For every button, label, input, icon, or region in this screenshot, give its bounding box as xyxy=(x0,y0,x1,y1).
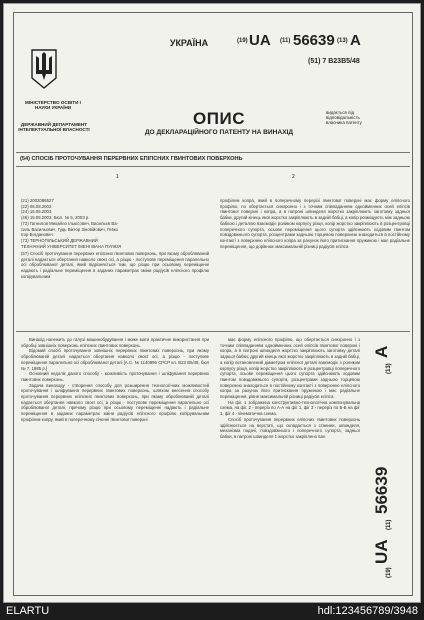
kind-code: A xyxy=(350,32,361,49)
code13: (13) xyxy=(337,38,348,44)
desc-left-paragraph: Відомий спосіб проточування зовнішніх перервних гвинтових поверхонь, при якому оброблюваній деталі надається обертання навколо своєї осі, а різцю - поступове переміщення паралельно осі оброблюваної деталі [А.С. № 1140896 СРСР кл. В23 В5/48, бюл № 7, 1985 р.] xyxy=(21,348,209,371)
document-title: ОПИС xyxy=(193,109,245,128)
desc-left-paragraph: Задача винаходу - створення способу для розширення технологічних можливостей проточування і шліфування перервних гвинтових поверхонь, шляхом внесення способу проточування перервних еліпсних гвинтових поверхонь, при якому оброблюваній деталі надається обертання навколо своєї осі, а різцю - поступове переміщення паралельно осі оброблюваної деталі, причому різцю при осьовому переміщенні надають і радіальне переміщення в заданих параметрах зміни радіусів еліпсного профілю копірувальним профілем копру, який в поперечному січенні гвинтової поверхні xyxy=(21,382,209,422)
ministry-label: МІНІСТЕРСТВО ОСВІТИ І НАУКИ УКРАЇНИ xyxy=(25,100,81,111)
bibl-line: (46) 15.05.2003, Бюл. № 5, 2003 р. xyxy=(21,215,90,221)
description-left xyxy=(21,337,209,423)
desc-right-paragraph: На фіг. 1 зображена конструктивно-технологічна компонувальна схема, на фіг. 2 - переріз по А-А на фіг 1, фіг 3 - переріз по Б-Б на фіг 1, фіг 4 - кінематична схема. xyxy=(220,399,360,417)
bibl-line: силь Васильович, Гудь Віктор Зіновійович, Гевко xyxy=(21,226,119,232)
invention-title xyxy=(20,156,243,162)
code11: (11) xyxy=(280,38,291,44)
desc-right-paragraph: має форму еліпсного профілю, що обертається синхронно і з точним співпаданням однойменних осей еліпсів гвинтової поверхні і копра, а в патроні шпинделя жорстко закріплюють заготовку деталі задньої бабки, другий кінець якої жорстко закріплюють в задній бабці, а копір встановлений діаметром еліпсної деталі взаємодіє з роликом корпусу різця, копір жорстко закріплюють в розцентровці поперечного супорта, осьове переміщення цього супорта здійснюють ходовим гвинтом повздовжнього супорта, розцентрами задньою торцевою поверхнею знаходиться в постійному контакті з поверхнею еліпсного копра за рахунок його притискання пружиною і має радіальне переміщення, рівне максимальній різниці радіусів еліпса. xyxy=(220,337,360,400)
desc-left-paragraph: Основний недолік даного способу - можливість проточування і шліфування перервних гвинтових поверхонь. xyxy=(21,371,209,382)
bibl-line: (24) 15.05.2003 xyxy=(21,209,52,215)
bibl-line: ТЕХНІЧНИЙ УНІВЕРСИТЕТ ІМЕНІ ІВАНА ПУЛЮЯ xyxy=(21,243,122,249)
claim-left xyxy=(21,251,209,280)
document-subtitle: ДО ДЕКЛАРАЦІЙНОГО ПАТЕНТУ НА ВИНАХІД xyxy=(144,129,294,136)
claim-right-text: профілем копра, який в поперечному перерізі гвинтової поверхні має форму еліпсного профілю, по обертається синхронно і з точним співпаданням однойменних осей еліпсів гвинтової поверхні і копра, а в патроні шпинделя жорстко закріплюють заготовку задньої бабки, другий кінець якої жорстко закріплюють в задній бабці, а копір розміщують між задньою бабкою і деталлю взаємодіє роликом корпусу різця, копір жорстко закріплюють в розцентровці поперечного супорта, осьове переміщення цього супорта здійснюють ходовим гвинтом повздовжнього супорта, розцентрами задньою торцевою поверхнею знаходиться в постійному контакті з поверхнею еліпсного копра за рахунок його притискання пружиною і має радіальне переміщення, що дорівнює максимальній різниці радіусів еліпса xyxy=(220,198,410,249)
vert-code13: (13) xyxy=(386,363,392,374)
country-label: УКРАЇНА xyxy=(169,38,209,48)
patent-number: 56639 xyxy=(293,32,335,49)
desc-left-paragraph: Винахід належить до галузі машинобудування і може мати практичне використання при обробці зовнішніх поверхонь еліпсних гвинтових поверхонь. xyxy=(21,337,209,348)
patent-page xyxy=(3,3,421,603)
description-right xyxy=(220,337,360,440)
mid-rule xyxy=(16,331,410,332)
vertical-patent-code xyxy=(364,324,421,584)
viewer-footer xyxy=(0,603,424,620)
bibliography xyxy=(21,198,209,249)
vert-number: 56639 xyxy=(372,466,391,514)
vert-code19: (19) xyxy=(386,567,392,578)
vert-code11: (11) xyxy=(386,519,392,530)
column-number-1: 1 xyxy=(116,174,119,180)
department-label: ДЕРЖАВНИЙ ДЕПАРТАМЕНТ ІНТЕЛЕКТУАЛЬНОЇ ВЛАСНОСТІ xyxy=(18,122,90,133)
claim-right xyxy=(220,198,410,249)
vert-kind: A xyxy=(372,345,391,358)
code19: (19) xyxy=(237,38,248,44)
bibl-line: (21) 2002086527 xyxy=(21,198,54,203)
ipc-code: (51) 7 B23B5/48 xyxy=(308,58,360,65)
code54: (54) xyxy=(20,156,30,162)
country-code: UA xyxy=(249,32,271,49)
column-number-2: 2 xyxy=(292,174,295,180)
title-rule xyxy=(16,166,410,167)
ukraine-trident-emblem xyxy=(30,48,58,90)
side-note: видається під відповідальність власника патенту xyxy=(326,110,362,125)
bibl-line: (72) Гагнилов Михайло Ільюсович, Васильєв Ва- xyxy=(21,220,119,226)
top-rule xyxy=(16,152,410,153)
footer-left-label: ELARTU xyxy=(6,605,50,617)
bibl-line: Ігор Богданович xyxy=(21,232,53,238)
desc-right-paragraph: Спосіб проточування перервних еліпсних гвинтових поверхонь здійснюється на верстаті, що складається з станини, шпинделя, механізма подачі, повздовжнього і поперечного супорта, задньої бабки, в патроні шпинделя 1 жорстко закріплено вал xyxy=(220,416,360,439)
invention-title-text: СПОСІБ ПРОТОЧУВАННЯ ПЕРЕРВНИХ ЕПІПСНИХ ГВИНТОВИХ ПОВЕРХОНЬ xyxy=(31,156,243,162)
bibl-line: (22) 06.08.2002 xyxy=(21,203,52,209)
footer-right-handle[interactable]: hdl:123456789/3948 xyxy=(317,605,418,617)
claim-left-text: (57) Спосіб проточування перервних епіпсних гвинтових поверхонь, при якому обробляваний деталі надається обертання навколо своєї осі, а різцю - поступове переміщення паралельно осі оброблюваної деталі, який відрізняється тим, що різцю при осьовому переміщенні надають і радіальне переміщення в заданих параметрах зміни радіусів еліпсного профілю копірувальним xyxy=(21,251,209,279)
bibl-line: (73) ТЕРНОПІЛЬСЬКИЙ ДЕРЖАВНИЙ xyxy=(21,237,98,243)
vert-country: UA xyxy=(372,539,391,564)
